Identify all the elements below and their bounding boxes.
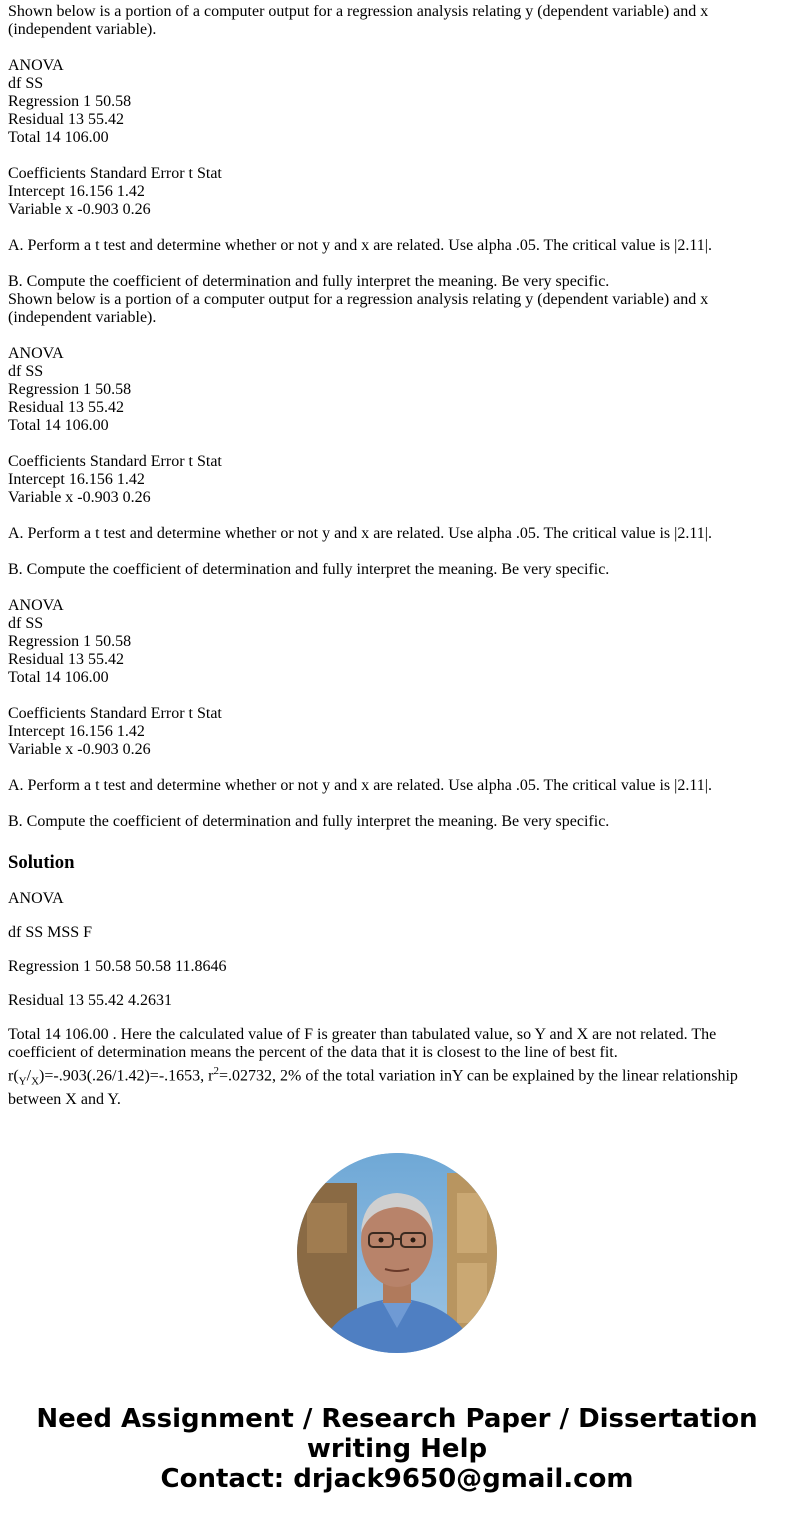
coef-line: Variable x -0.903 0.26 [8, 741, 151, 758]
anova-line: Total 14 106.00 [8, 129, 109, 146]
coef-line: Variable x -0.903 0.26 [8, 489, 151, 506]
coef-line: Intercept 16.156 1.42 [8, 471, 145, 488]
question-block-3 [8, 597, 768, 831]
intro-line: Shown below is a portion of a computer output for a regression analysis relating y (dependent variable) and x [8, 3, 709, 20]
solution-section [8, 852, 768, 1109]
anova-line: Residual 13 55.42 [8, 399, 124, 416]
solution-text: =.02732, 2% of the total variation inY can be explained by the linear relationship between X and Y. [8, 1067, 738, 1108]
solution-sub: X [31, 1075, 40, 1088]
solution-paragraph [8, 1026, 768, 1109]
part-b: B. Compute the coefficient of determination and fully interpret the meaning. Be very specific. [8, 813, 610, 830]
solution-text: r( [8, 1067, 19, 1085]
solution-heading: Solution [8, 852, 75, 873]
anova-line: df SS [8, 363, 44, 380]
intro-line: (independent variable). [8, 309, 157, 326]
anova-line: ANOVA [8, 57, 64, 74]
coef-line: Coefficients Standard Error t Stat [8, 165, 222, 182]
coef-line: Intercept 16.156 1.42 [8, 183, 145, 200]
author-portrait-icon [297, 1153, 497, 1353]
footer-line: writing Help [306, 1434, 488, 1464]
part-b: B. Compute the coefficient of determination and fully interpret the meaning. Be very specific. [8, 561, 610, 578]
anova-line: Residual 13 55.42 [8, 651, 124, 668]
anova-line: df SS [8, 615, 44, 632]
solution-sub: Y [18, 1075, 27, 1088]
coef-line: Coefficients Standard Error t Stat [8, 705, 222, 722]
anova-line: ANOVA [8, 345, 64, 362]
intro-line: Shown below is a portion of a computer output for a regression analysis relating y (dependent variable) and x [8, 291, 709, 308]
part-b: B. Compute the coefficient of determination and fully interpret the meaning. Be very specific. [8, 273, 610, 290]
part-a: A. Perform a t test and determine whether or not y and x are related. Use alpha .05. The critical value is |2.11|. [8, 777, 712, 794]
document-body [8, 3, 768, 1109]
anova-line: ANOVA [8, 597, 64, 614]
coef-line: Coefficients Standard Error t Stat [8, 453, 222, 470]
anova-line: Regression 1 50.58 [8, 633, 132, 650]
solution-text: / [26, 1067, 32, 1085]
coef-line: Variable x -0.903 0.26 [8, 201, 151, 218]
footer-line: Need Assignment / Research Paper / Dissertation [36, 1404, 758, 1434]
solution-paragraph: ANOVA [8, 890, 64, 907]
intro-line: (independent variable). [8, 21, 157, 38]
solution-text: )=-.903(.26/1.42)=-.1653, r [39, 1067, 214, 1085]
anova-line: Residual 13 55.42 [8, 111, 124, 128]
solution-text: Total 14 106.00 . Here the calculated value of F is greater than tabulated value, so Y and X are not related. The coefficient of determination means the percent of the data that it is closest to the line of best fit. [8, 1026, 717, 1061]
footer-banner [0, 1404, 794, 1494]
anova-line: Regression 1 50.58 [8, 381, 132, 398]
solution-paragraph: df SS MSS F [8, 924, 93, 941]
anova-line: Total 14 106.00 [8, 669, 109, 686]
part-a: A. Perform a t test and determine whether or not y and x are related. Use alpha .05. The critical value is |2.11|. [8, 237, 712, 254]
question-block-1 [8, 3, 768, 291]
author-photo [297, 1153, 497, 1353]
question-block-2 [8, 291, 768, 579]
anova-line: Total 14 106.00 [8, 417, 109, 434]
coef-line: Intercept 16.156 1.42 [8, 723, 145, 740]
anova-line: Regression 1 50.58 [8, 93, 132, 110]
solution-sup: 2 [213, 1065, 219, 1077]
solution-paragraph: Regression 1 50.58 50.58 11.8646 [8, 958, 227, 975]
solution-paragraph: Residual 13 55.42 4.2631 [8, 992, 172, 1009]
footer-contact: Contact: drjack9650@gmail.com [160, 1464, 634, 1494]
anova-line: df SS [8, 75, 44, 92]
part-a: A. Perform a t test and determine whether or not y and x are related. Use alpha .05. The critical value is |2.11|. [8, 525, 712, 542]
